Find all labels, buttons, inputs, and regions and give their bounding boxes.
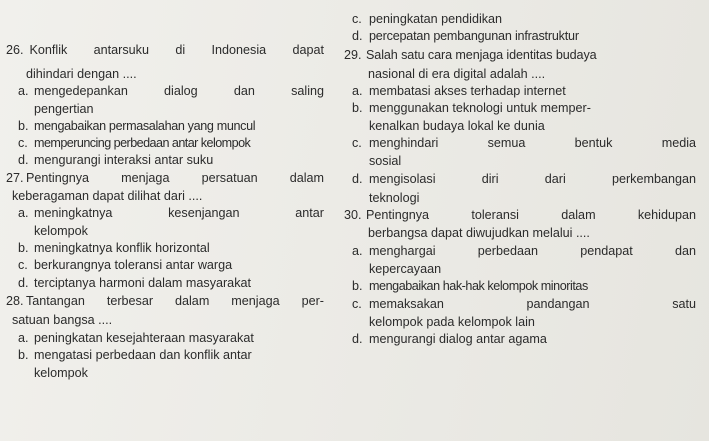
q27-option-a[interactable] [18, 205, 324, 221]
q27-option-c-letter: c. [18, 258, 28, 272]
q27-option-d-text: terciptanya harmoni dalam masyarakat [34, 276, 251, 290]
q28-option-c-letter: c. [352, 12, 362, 26]
q27-stem-text-1: Pentingnya menjaga persatuan dalam [26, 171, 324, 185]
q30-option-d-letter: d. [352, 332, 363, 346]
q26-option-b[interactable] [18, 118, 255, 134]
q29-option-d[interactable] [352, 171, 696, 187]
q28-option-b-text-1: mengatasi perbedaan dan konflik antar [34, 348, 252, 362]
q27-option-b[interactable] [18, 240, 210, 256]
q30-option-a-text-2: kepercayaan [369, 262, 442, 276]
q26-number: 26. [6, 43, 24, 57]
q29-stem-line-2: nasional di era digital adalah .... [368, 67, 546, 81]
q30-option-b[interactable] [352, 278, 588, 294]
q26-option-c-letter: c. [18, 136, 28, 150]
q29-option-c-text-2: sosial [369, 154, 402, 168]
q29-stem-text-1: Salah satu cara menjaga identitas budaya [366, 48, 597, 62]
q28-stem-line-1 [6, 293, 324, 309]
q29-option-c-text-1: menghindari semua bentuk media [369, 136, 696, 150]
q28-option-a[interactable] [18, 330, 254, 346]
q28-option-d-letter: d. [352, 29, 363, 43]
q28-stem-text-1: Tantangan terbesar dalam menjaga per- [26, 294, 324, 308]
q27-stem-line-1 [6, 170, 324, 186]
q27-option-b-text: meningkatnya konflik horizontal [34, 241, 210, 255]
q30-stem-line-2: berbangsa dapat diwujudkan melalui .... [368, 226, 590, 240]
q30-option-c[interactable] [352, 296, 696, 312]
q26-option-b-letter: b. [18, 119, 29, 133]
q29-option-d-text-1: mengisolasi diri dari perkembangan [369, 172, 696, 186]
q26-stem-line-2: dihindari dengan .... [26, 67, 137, 81]
q30-stem-line-1 [344, 207, 696, 223]
q27-option-c-text: berkurangnya toleransi antar warga [34, 258, 233, 272]
q28-option-b-letter: b. [18, 348, 29, 362]
q27-option-b-letter: b. [18, 241, 29, 255]
q26-stem-text-1: Konflik antarsuku di Indonesia dapat [29, 43, 324, 57]
q30-option-a-letter: a. [352, 244, 363, 258]
q29-option-b[interactable] [352, 100, 591, 116]
q28-option-c[interactable] [352, 11, 502, 27]
q30-option-c-text-1: memaksakan pandangan satu [369, 297, 696, 311]
q29-option-b-text-1: menggunakan teknologi untuk memper- [369, 101, 591, 115]
q29-option-b-letter: b. [352, 101, 363, 115]
q28-number: 28. [6, 294, 24, 308]
q29-option-a-letter: a. [352, 84, 363, 98]
q30-option-b-letter: b. [352, 279, 363, 293]
q28-option-b[interactable] [18, 347, 252, 363]
q26-stem-line-1 [6, 42, 324, 58]
q29-option-a-text: membatasi akses terhadap internet [369, 84, 566, 98]
q30-option-c-letter: c. [352, 297, 362, 311]
q29-option-b-text-2: kenalkan budaya lokal ke dunia [369, 119, 545, 133]
q29-number: 29. [344, 48, 362, 62]
q29-option-c[interactable] [352, 135, 696, 151]
q28-option-c-text: peningkatan pendidikan [369, 12, 503, 26]
q26-option-d-text: mengurangi interaksi antar suku [34, 153, 214, 167]
q29-option-d-text-2: teknologi [369, 191, 420, 205]
q28-option-a-letter: a. [18, 331, 29, 345]
right-column [344, 0, 704, 441]
q29-stem-line-1 [344, 47, 597, 63]
q26-option-a-text-1: mengedepankan dialog dan saling [34, 84, 324, 98]
q28-option-a-text: peningkatan kesejahteraan masyarakat [34, 331, 254, 345]
q27-option-c[interactable] [18, 257, 232, 273]
q27-option-d-letter: d. [18, 276, 29, 290]
q28-stem-line-2: satuan bangsa .... [12, 313, 113, 327]
q30-number: 30. [344, 208, 362, 222]
q29-option-d-letter: d. [352, 172, 363, 186]
q29-option-c-letter: c. [352, 136, 362, 150]
q26-option-c-text: memperuncing perbedaan antar kelompok [34, 136, 251, 150]
q30-stem-text-1: Pentingnya toleransi dalam kehidupan [366, 208, 696, 222]
q27-number: 27. [6, 171, 24, 185]
q26-option-a-text-2: pengertian [34, 102, 94, 116]
q26-option-d-letter: d. [18, 153, 29, 167]
q26-option-d[interactable] [18, 152, 213, 168]
q27-option-d[interactable] [18, 275, 251, 291]
q28-option-d-text: percepatan pembangunan infrastruktur [369, 29, 579, 43]
q27-option-a-text-2: kelompok [34, 224, 88, 238]
q26-option-a[interactable] [18, 83, 324, 99]
q26-option-a-letter: a. [18, 84, 29, 98]
q27-option-a-text-1: meningkatnya kesenjangan antar [34, 206, 324, 220]
q30-option-d-text: mengurangi dialog antar agama [369, 332, 547, 346]
q30-option-a[interactable] [352, 243, 696, 259]
left-column [6, 0, 340, 441]
q27-stem-line-2: keberagaman dapat dilihat dari .... [12, 189, 203, 203]
q30-option-b-text: mengabaikan hak-hak kelompok minoritas [369, 279, 588, 293]
q30-option-c-text-2: kelompok pada kelompok lain [369, 315, 535, 329]
q26-option-c[interactable] [18, 135, 250, 151]
q30-option-a-text-1: menghargai perbedaan pendapat dan [369, 244, 696, 258]
q27-option-a-letter: a. [18, 206, 29, 220]
q30-option-d[interactable] [352, 331, 547, 347]
q26-option-b-text: mengabaikan permasalahan yang muncul [34, 119, 256, 133]
q29-option-a[interactable] [352, 83, 566, 99]
q28-option-b-text-2: kelompok [34, 366, 88, 380]
q28-option-d[interactable] [352, 28, 579, 44]
